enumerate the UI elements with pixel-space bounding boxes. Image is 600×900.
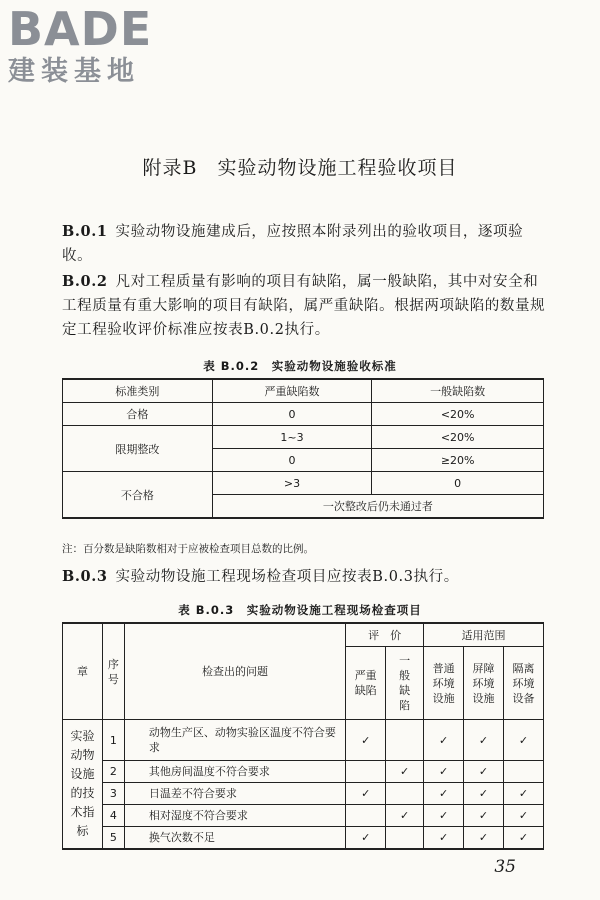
- table-header-row: [63, 623, 544, 647]
- serious-count-cell: >3: [212, 472, 372, 495]
- table-header-row: [63, 379, 544, 403]
- general-count-cell: <20%: [372, 426, 544, 449]
- header-cell: 适用范围: [424, 623, 544, 647]
- header-cell: 隔离环境设备: [504, 647, 544, 720]
- check-mark-icon: ✓: [361, 787, 371, 800]
- check-cell: [464, 783, 504, 805]
- check-cell: [504, 827, 544, 850]
- check-cell: [386, 783, 424, 805]
- check-cell: [464, 761, 504, 783]
- table-row: [63, 472, 544, 495]
- merged-cell: 一次整改后仍未通过者: [212, 495, 543, 519]
- logo-text: BADE: [8, 2, 153, 56]
- check-cell: [424, 783, 464, 805]
- check-mark-icon: ✓: [478, 765, 489, 778]
- section-text: 实验动物设施建成后，应按照本附录列出的验收项目，逐项验收。: [62, 224, 524, 264]
- check-mark-icon: ✓: [361, 733, 371, 747]
- page-number: 35: [494, 857, 516, 877]
- check-mark-icon: ✓: [438, 787, 449, 800]
- table-row: [63, 403, 544, 426]
- check-mark-icon: ✓: [518, 787, 529, 800]
- chapter-cell: 实验动物设施的技术指标: [63, 720, 103, 850]
- header-cell: 严重缺陷数: [212, 379, 372, 403]
- check-cell: [386, 761, 424, 783]
- section-text: 凡对工程质量有影响的项目有缺陷，属一般缺陷，其中对安全和工程质量有重大影响的项目有缺陷，属严重缺陷。根据两项缺陷的数量规定工程验收评价标准应按表B.0.2执行。: [62, 274, 546, 338]
- check-mark-icon: ✓: [518, 809, 529, 822]
- check-cell: [386, 805, 424, 827]
- section-number: B.0.1: [62, 223, 108, 240]
- header-cell: 序号: [102, 623, 124, 720]
- check-cell: [424, 805, 464, 827]
- seq-cell: 3: [102, 783, 124, 805]
- seq-cell: 5: [102, 827, 124, 850]
- check-mark-icon: ✓: [478, 809, 489, 822]
- section-b03: [62, 565, 546, 589]
- header-cell: 严重缺陷: [346, 647, 386, 720]
- header-cell: 检查出的问题: [124, 623, 345, 720]
- seq-cell: 4: [102, 805, 124, 827]
- section-b02: [62, 270, 546, 342]
- check-cell: [464, 720, 504, 761]
- page-title: [0, 153, 600, 180]
- check-mark-icon: ✓: [438, 809, 449, 822]
- section-number: B.0.2: [62, 273, 108, 290]
- table-row: [63, 827, 544, 850]
- check-mark-icon: ✓: [518, 733, 529, 747]
- inspection-items-table: [62, 622, 544, 850]
- appendix-label: 附录B: [142, 157, 198, 179]
- category-cell: 限期整改: [63, 426, 213, 472]
- check-cell: [346, 761, 386, 783]
- check-cell: [424, 761, 464, 783]
- check-mark-icon: ✓: [478, 787, 489, 800]
- check-mark-icon: ✓: [361, 831, 371, 844]
- check-cell: [346, 720, 386, 761]
- serious-count-cell: 0: [212, 449, 372, 472]
- issue-cell: 换气次数不足: [124, 827, 345, 850]
- header-cell: 屏障环境设施: [464, 647, 504, 720]
- issue-cell: 相对湿度不符合要求: [124, 805, 345, 827]
- check-mark-icon: ✓: [438, 765, 449, 778]
- header-cell: 一般缺陷数: [372, 379, 544, 403]
- table-row: [63, 720, 544, 761]
- table-row: [63, 783, 544, 805]
- category-cell: 不合格: [63, 472, 213, 519]
- header-cell: 评 价: [346, 623, 424, 647]
- serious-count-cell: 1~3: [212, 426, 372, 449]
- section-b01: [62, 220, 546, 268]
- serious-count-cell: 0: [212, 403, 372, 426]
- header-cell: 章: [63, 623, 103, 720]
- check-cell: [346, 827, 386, 850]
- check-mark-icon: ✓: [400, 765, 410, 778]
- section-text: 实验动物设施工程现场检查项目应按表B.0.3执行。: [115, 569, 459, 585]
- general-count-cell: 0: [372, 472, 544, 495]
- check-mark-icon: ✓: [438, 733, 449, 747]
- logo: [8, 4, 152, 88]
- table1-caption: 表 B.0.2 实验动物设施验收标准: [203, 359, 397, 373]
- seq-cell: 2: [102, 761, 124, 783]
- check-mark-icon: ✓: [478, 831, 489, 844]
- issue-cell: 日温差不符合要求: [124, 783, 345, 805]
- header-cell: 标准类别: [63, 379, 213, 403]
- table-row: [63, 761, 544, 783]
- check-mark-icon: ✓: [518, 831, 529, 844]
- table-row: [63, 426, 544, 449]
- check-cell: [346, 783, 386, 805]
- check-cell: [424, 720, 464, 761]
- check-cell: [386, 720, 424, 761]
- check-cell: [464, 827, 504, 850]
- check-cell: [504, 720, 544, 761]
- category-cell: 合格: [63, 403, 213, 426]
- check-cell: [504, 783, 544, 805]
- acceptance-criteria-table: [62, 378, 544, 519]
- header-cell: 普通环境设施: [424, 647, 464, 720]
- table-note: 注：百分数是缺陷数相对于应被检查项目总数的比例。: [62, 543, 314, 555]
- table-row: [63, 805, 544, 827]
- seq-cell: 1: [102, 720, 124, 761]
- issue-cell: 其他房间温度不符合要求: [124, 761, 345, 783]
- general-count-cell: <20%: [372, 403, 544, 426]
- issue-cell: 动物生产区、动物实验区温度不符合要求: [124, 720, 345, 761]
- check-cell: [504, 805, 544, 827]
- check-cell: [464, 805, 504, 827]
- appendix-title: 实验动物设施工程验收项目: [217, 157, 458, 179]
- check-mark-icon: ✓: [478, 733, 489, 747]
- check-cell: [424, 827, 464, 850]
- check-mark-icon: ✓: [438, 831, 449, 844]
- check-cell: [386, 827, 424, 850]
- check-cell: [346, 805, 386, 827]
- general-count-cell: ≥20%: [372, 449, 544, 472]
- header-cell: 一般缺陷: [386, 647, 424, 720]
- check-cell: [504, 761, 544, 783]
- logo-subtext: 建装基地: [8, 56, 140, 87]
- check-mark-icon: ✓: [400, 809, 410, 822]
- table2-caption: 表 B.0.3 实验动物设施工程现场检查项目: [178, 603, 422, 617]
- section-number: B.0.3: [62, 568, 108, 585]
